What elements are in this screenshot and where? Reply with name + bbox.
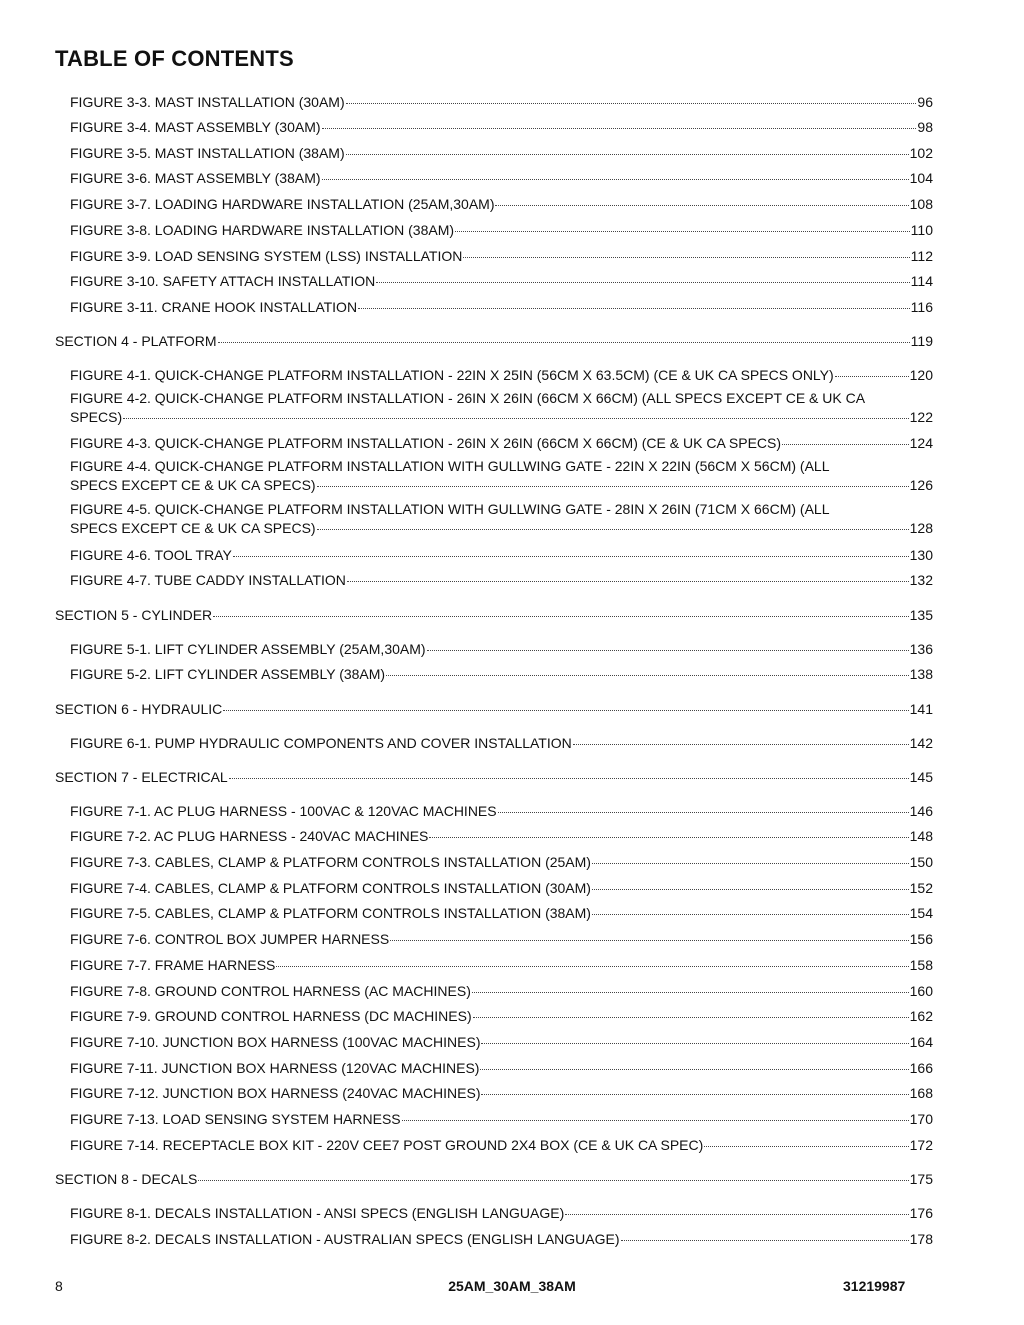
toc-figure-entry[interactable]	[70, 1083, 933, 1102]
toc-entry-page-number: 148	[909, 828, 933, 844]
toc-entry-page-number: 158	[909, 957, 933, 973]
footer-doc-number: 31219987	[843, 1278, 906, 1294]
toc-entry-page-number: 98	[917, 119, 933, 135]
dot-leader	[704, 1132, 908, 1147]
toc-figure-entry[interactable]	[70, 1229, 933, 1248]
dot-leader	[481, 1080, 908, 1095]
toc-entry-page-number: 170	[909, 1111, 933, 1127]
toc-figure-entry[interactable]	[70, 878, 933, 897]
toc-entry-page-number: 146	[909, 803, 933, 819]
dot-leader	[495, 191, 908, 206]
toc-entry-label: FIGURE 8-2. DECALS INSTALLATION - AUSTRALIAN SPECS (ENGLISH LANGUAGE)	[70, 1231, 620, 1247]
dot-leader	[835, 362, 909, 377]
dot-leader	[472, 978, 909, 993]
toc-entry-label: SPECS)	[70, 409, 123, 425]
toc-figure-entry[interactable]	[70, 801, 933, 820]
toc-entry-page-number: 124	[909, 435, 933, 451]
dot-leader	[481, 1029, 908, 1044]
dot-leader	[565, 1200, 908, 1215]
toc-entry-page-number: 112	[910, 248, 933, 264]
dot-leader	[358, 294, 910, 309]
toc-entry-page-number: 135	[909, 607, 933, 623]
toc-entry-page-number: 108	[909, 196, 933, 212]
toc-entry-label-line1: FIGURE 4-2. QUICK-CHANGE PLATFORM INSTALLATION - 26IN X 26IN (66CM X 66CM) (ALL SPECS EXCEPT CE & UK CA	[70, 390, 866, 406]
toc-figure-entry[interactable]	[70, 1203, 933, 1222]
toc-section-entry[interactable]	[55, 767, 933, 786]
toc-entry-label: FIGURE 7-12. JUNCTION BOX HARNESS (240VAC MACHINES)	[70, 1085, 481, 1101]
toc-figure-entry[interactable]	[70, 981, 933, 1000]
toc-figure-entry[interactable]	[70, 929, 933, 948]
toc-entry-page-number: 162	[909, 1008, 933, 1024]
toc-entry-label: FIGURE 3-5. MAST INSTALLATION (38AM)	[70, 145, 345, 161]
toc-figure-entry[interactable]	[70, 664, 933, 683]
toc-figure-entry[interactable]	[70, 168, 933, 187]
toc-entry-page-number: 175	[909, 1171, 933, 1187]
toc-entry-label: FIGURE 3-11. CRANE HOOK INSTALLATION	[70, 299, 358, 315]
toc-entry-label-line1: FIGURE 4-4. QUICK-CHANGE PLATFORM INSTALLATION WITH GULLWING GATE - 22IN X 22IN (56CM X 56CM) (ALL	[70, 458, 830, 474]
toc-figure-entry[interactable]	[70, 194, 933, 213]
dot-leader	[592, 875, 909, 890]
toc-entry-label: FIGURE 4-3. QUICK-CHANGE PLATFORM INSTALLATION - 26IN X 26IN (66CM X 66CM) (CE & UK CA SPECS)	[70, 435, 782, 451]
toc-figure-entry[interactable]	[70, 1006, 933, 1025]
footer-model: 25AM_30AM_38AM	[448, 1278, 576, 1294]
dot-leader	[347, 567, 909, 582]
toc-entry-page-number: 145	[909, 769, 933, 785]
dot-leader	[322, 165, 909, 180]
toc-entry-page-number: 130	[909, 547, 933, 563]
toc-entry-label: FIGURE 7-6. CONTROL BOX JUMPER HARNESS	[70, 931, 390, 947]
toc-entry-label: FIGURE 8-1. DECALS INSTALLATION - ANSI SPECS (ENGLISH LANGUAGE)	[70, 1205, 565, 1221]
page-title: TABLE OF CONTENTS	[55, 46, 294, 71]
toc-entry-page-number: 164	[909, 1034, 933, 1050]
toc-entry-page-number: 160	[909, 983, 933, 999]
toc-entry-page-number: 126	[909, 477, 933, 493]
dot-leader	[213, 602, 909, 617]
toc-figure-entry[interactable]	[70, 545, 933, 564]
toc-figure-entry[interactable]	[70, 220, 933, 239]
dot-leader	[229, 764, 909, 779]
toc-entry-label: FIGURE 4-7. TUBE CADDY INSTALLATION	[70, 572, 346, 588]
toc-figure-entry[interactable]	[70, 246, 933, 265]
toc-entry-page-number: 110	[910, 222, 933, 238]
toc-figure-entry[interactable]	[70, 1135, 933, 1154]
toc-entry-label: FIGURE 3-7. LOADING HARDWARE INSTALLATION (25AM,30AM)	[70, 196, 495, 212]
toc-entry-label: SECTION 4 - PLATFORM	[55, 333, 217, 349]
dot-leader	[480, 1055, 908, 1070]
toc-entry-page-number: 136	[909, 641, 933, 657]
toc-section-entry[interactable]	[55, 605, 933, 624]
dot-leader	[621, 1226, 909, 1241]
toc-entry-label: SPECS EXCEPT CE & UK CA SPECS)	[70, 520, 316, 536]
toc-entry-page-number: 142	[909, 735, 933, 751]
dot-leader	[233, 542, 909, 557]
toc-section-entry[interactable]	[55, 1169, 933, 1188]
toc-entry-page-number: 119	[910, 333, 933, 349]
dot-leader	[498, 798, 909, 813]
toc-entry-label: FIGURE 7-4. CABLES, CLAMP & PLATFORM CONTROLS INSTALLATION (30AM)	[70, 880, 591, 896]
dot-leader	[592, 900, 909, 915]
toc-entry-page-number: 178	[909, 1231, 933, 1247]
dot-leader	[573, 730, 909, 745]
toc-entry-label: FIGURE 7-8. GROUND CONTROL HARNESS (AC MACHINES)	[70, 983, 471, 999]
dot-leader	[782, 430, 909, 445]
toc-entry-label: FIGURE 7-5. CABLES, CLAMP & PLATFORM CONTROLS INSTALLATION (38AM)	[70, 905, 591, 921]
toc-entry-page-number: 132	[909, 572, 933, 588]
dot-leader	[386, 661, 909, 676]
toc-entry-label: FIGURE 3-6. MAST ASSEMBLY (38AM)	[70, 170, 321, 186]
toc-entry-label: FIGURE 7-10. JUNCTION BOX HARNESS (100VAC MACHINES)	[70, 1034, 481, 1050]
toc-figure-entry[interactable]	[70, 117, 933, 136]
toc-entry-label: FIGURE 4-6. TOOL TRAY	[70, 547, 232, 563]
dot-leader	[376, 268, 909, 283]
toc-entry-page-number: 128	[909, 520, 933, 536]
toc-entry-page-number: 166	[909, 1060, 933, 1076]
toc-entry-label: FIGURE 3-10. SAFETY ATTACH INSTALLATION	[70, 273, 376, 289]
toc-entry-page-number: 120	[909, 367, 933, 383]
toc-entry-page-number: 150	[909, 854, 933, 870]
toc-entry-label: FIGURE 7-14. RECEPTACLE BOX KIT - 220V CEE7 POST GROUND 2X4 BOX (CE & UK CA SPEC)	[70, 1137, 704, 1153]
toc-entry-label: FIGURE 7-11. JUNCTION BOX HARNESS (120VAC MACHINES)	[70, 1060, 480, 1076]
toc-figure-entry[interactable]	[70, 501, 933, 537]
toc-figure-entry[interactable]	[70, 365, 933, 384]
toc-entry-page-number: 104	[909, 170, 933, 186]
toc-figure-entry[interactable]	[70, 903, 933, 922]
toc-entry-page-number: 154	[909, 905, 933, 921]
toc-figure-entry[interactable]	[70, 733, 933, 752]
dot-leader	[123, 404, 909, 419]
toc-entry-label: FIGURE 7-1. AC PLUG HARNESS - 100VAC & 120VAC MACHINES	[70, 803, 497, 819]
toc-section-entry[interactable]	[55, 699, 933, 718]
toc-entry-label: FIGURE 3-3. MAST INSTALLATION (30AM)	[70, 94, 345, 110]
dot-leader	[402, 1106, 909, 1121]
toc-entry-label: FIGURE 7-13. LOAD SENSING SYSTEM HARNESS	[70, 1111, 401, 1127]
dot-leader	[223, 696, 908, 711]
toc-figure-entry[interactable]	[70, 390, 933, 426]
toc-section-entry[interactable]	[55, 331, 933, 350]
toc-figure-entry[interactable]	[70, 458, 933, 494]
dot-leader	[317, 515, 909, 530]
toc-entry-label: FIGURE 4-1. QUICK-CHANGE PLATFORM INSTALLATION - 22IN X 25IN (56CM X 63.5CM) (CE & UK CA SPECS ONLY)	[70, 367, 834, 383]
toc-entry-label: SECTION 7 - ELECTRICAL	[55, 769, 228, 785]
dot-leader	[276, 952, 908, 967]
toc-entry-label: FIGURE 6-1. PUMP HYDRAULIC COMPONENTS AND COVER INSTALLATION	[70, 735, 572, 751]
toc-entry-label: FIGURE 7-3. CABLES, CLAMP & PLATFORM CONTROLS INSTALLATION (25AM)	[70, 854, 591, 870]
toc-figure-entry[interactable]	[70, 826, 933, 845]
dot-leader	[322, 114, 917, 129]
dot-leader	[473, 1003, 909, 1018]
toc-entry-label: FIGURE 5-1. LIFT CYLINDER ASSEMBLY (25AM,30AM)	[70, 641, 426, 657]
toc-entry-page-number: 116	[910, 299, 933, 315]
toc-entry-label: FIGURE 5-2. LIFT CYLINDER ASSEMBLY (38AM)	[70, 666, 386, 682]
dot-leader	[346, 89, 917, 104]
toc-entry-label: FIGURE 7-7. FRAME HARNESS	[70, 957, 276, 973]
toc-entry-label: SECTION 5 - CYLINDER	[55, 607, 213, 623]
dot-leader	[463, 243, 909, 258]
toc-entry-page-number: 168	[909, 1085, 933, 1101]
toc-entry-page-number: 138	[909, 666, 933, 682]
toc-entry-page-number: 176	[909, 1205, 933, 1221]
toc-entry-page-number: 96	[917, 94, 933, 110]
toc-entry-label: FIGURE 7-9. GROUND CONTROL HARNESS (DC MACHINES)	[70, 1008, 472, 1024]
toc-entry-label: SPECS EXCEPT CE & UK CA SPECS)	[70, 477, 316, 493]
toc-entry-page-number: 114	[910, 273, 933, 289]
toc-figure-entry[interactable]	[70, 1109, 933, 1128]
dot-leader	[455, 217, 910, 232]
toc-entry-label: SECTION 8 - DECALS	[55, 1171, 198, 1187]
toc-entry-label-line1: FIGURE 4-5. QUICK-CHANGE PLATFORM INSTALLATION WITH GULLWING GATE - 28IN X 26IN (71CM X 66CM) (ALL	[70, 501, 830, 517]
toc-figure-entry[interactable]	[70, 639, 933, 658]
toc-entry-label: SECTION 6 - HYDRAULIC	[55, 701, 223, 717]
toc-figure-entry[interactable]	[70, 852, 933, 871]
footer-page-number: 8	[55, 1278, 63, 1294]
dot-leader	[346, 140, 909, 155]
toc-entry-label: FIGURE 3-8. LOADING HARDWARE INSTALLATION (38AM)	[70, 222, 455, 238]
dot-leader	[218, 328, 910, 343]
toc-figure-entry[interactable]	[70, 92, 933, 111]
dot-leader	[390, 926, 908, 941]
toc-entry-page-number: 156	[909, 931, 933, 947]
dot-leader	[429, 823, 908, 838]
dot-leader	[427, 636, 909, 651]
dot-leader	[198, 1166, 908, 1181]
dot-leader	[317, 472, 909, 487]
toc-figure-entry[interactable]	[70, 1058, 933, 1077]
toc-figure-entry[interactable]	[70, 570, 933, 589]
toc-figure-entry[interactable]	[70, 433, 933, 452]
dot-leader	[592, 849, 909, 864]
toc-entry-label: FIGURE 3-4. MAST ASSEMBLY (30AM)	[70, 119, 321, 135]
toc-entry-page-number: 102	[909, 145, 933, 161]
toc-figure-entry[interactable]	[70, 271, 933, 290]
toc-entry-page-number: 152	[909, 880, 933, 896]
toc-entry-page-number: 172	[909, 1137, 933, 1153]
toc-figure-entry[interactable]	[70, 297, 933, 316]
toc-figure-entry[interactable]	[70, 955, 933, 974]
toc-entry-label: FIGURE 3-9. LOAD SENSING SYSTEM (LSS) INSTALLATION	[70, 248, 463, 264]
toc-figure-entry[interactable]	[70, 143, 933, 162]
toc-entry-page-number: 141	[909, 701, 933, 717]
toc-figure-entry[interactable]	[70, 1032, 933, 1051]
toc-entry-label: FIGURE 7-2. AC PLUG HARNESS - 240VAC MACHINES	[70, 828, 429, 844]
toc-entry-page-number: 122	[909, 409, 933, 425]
